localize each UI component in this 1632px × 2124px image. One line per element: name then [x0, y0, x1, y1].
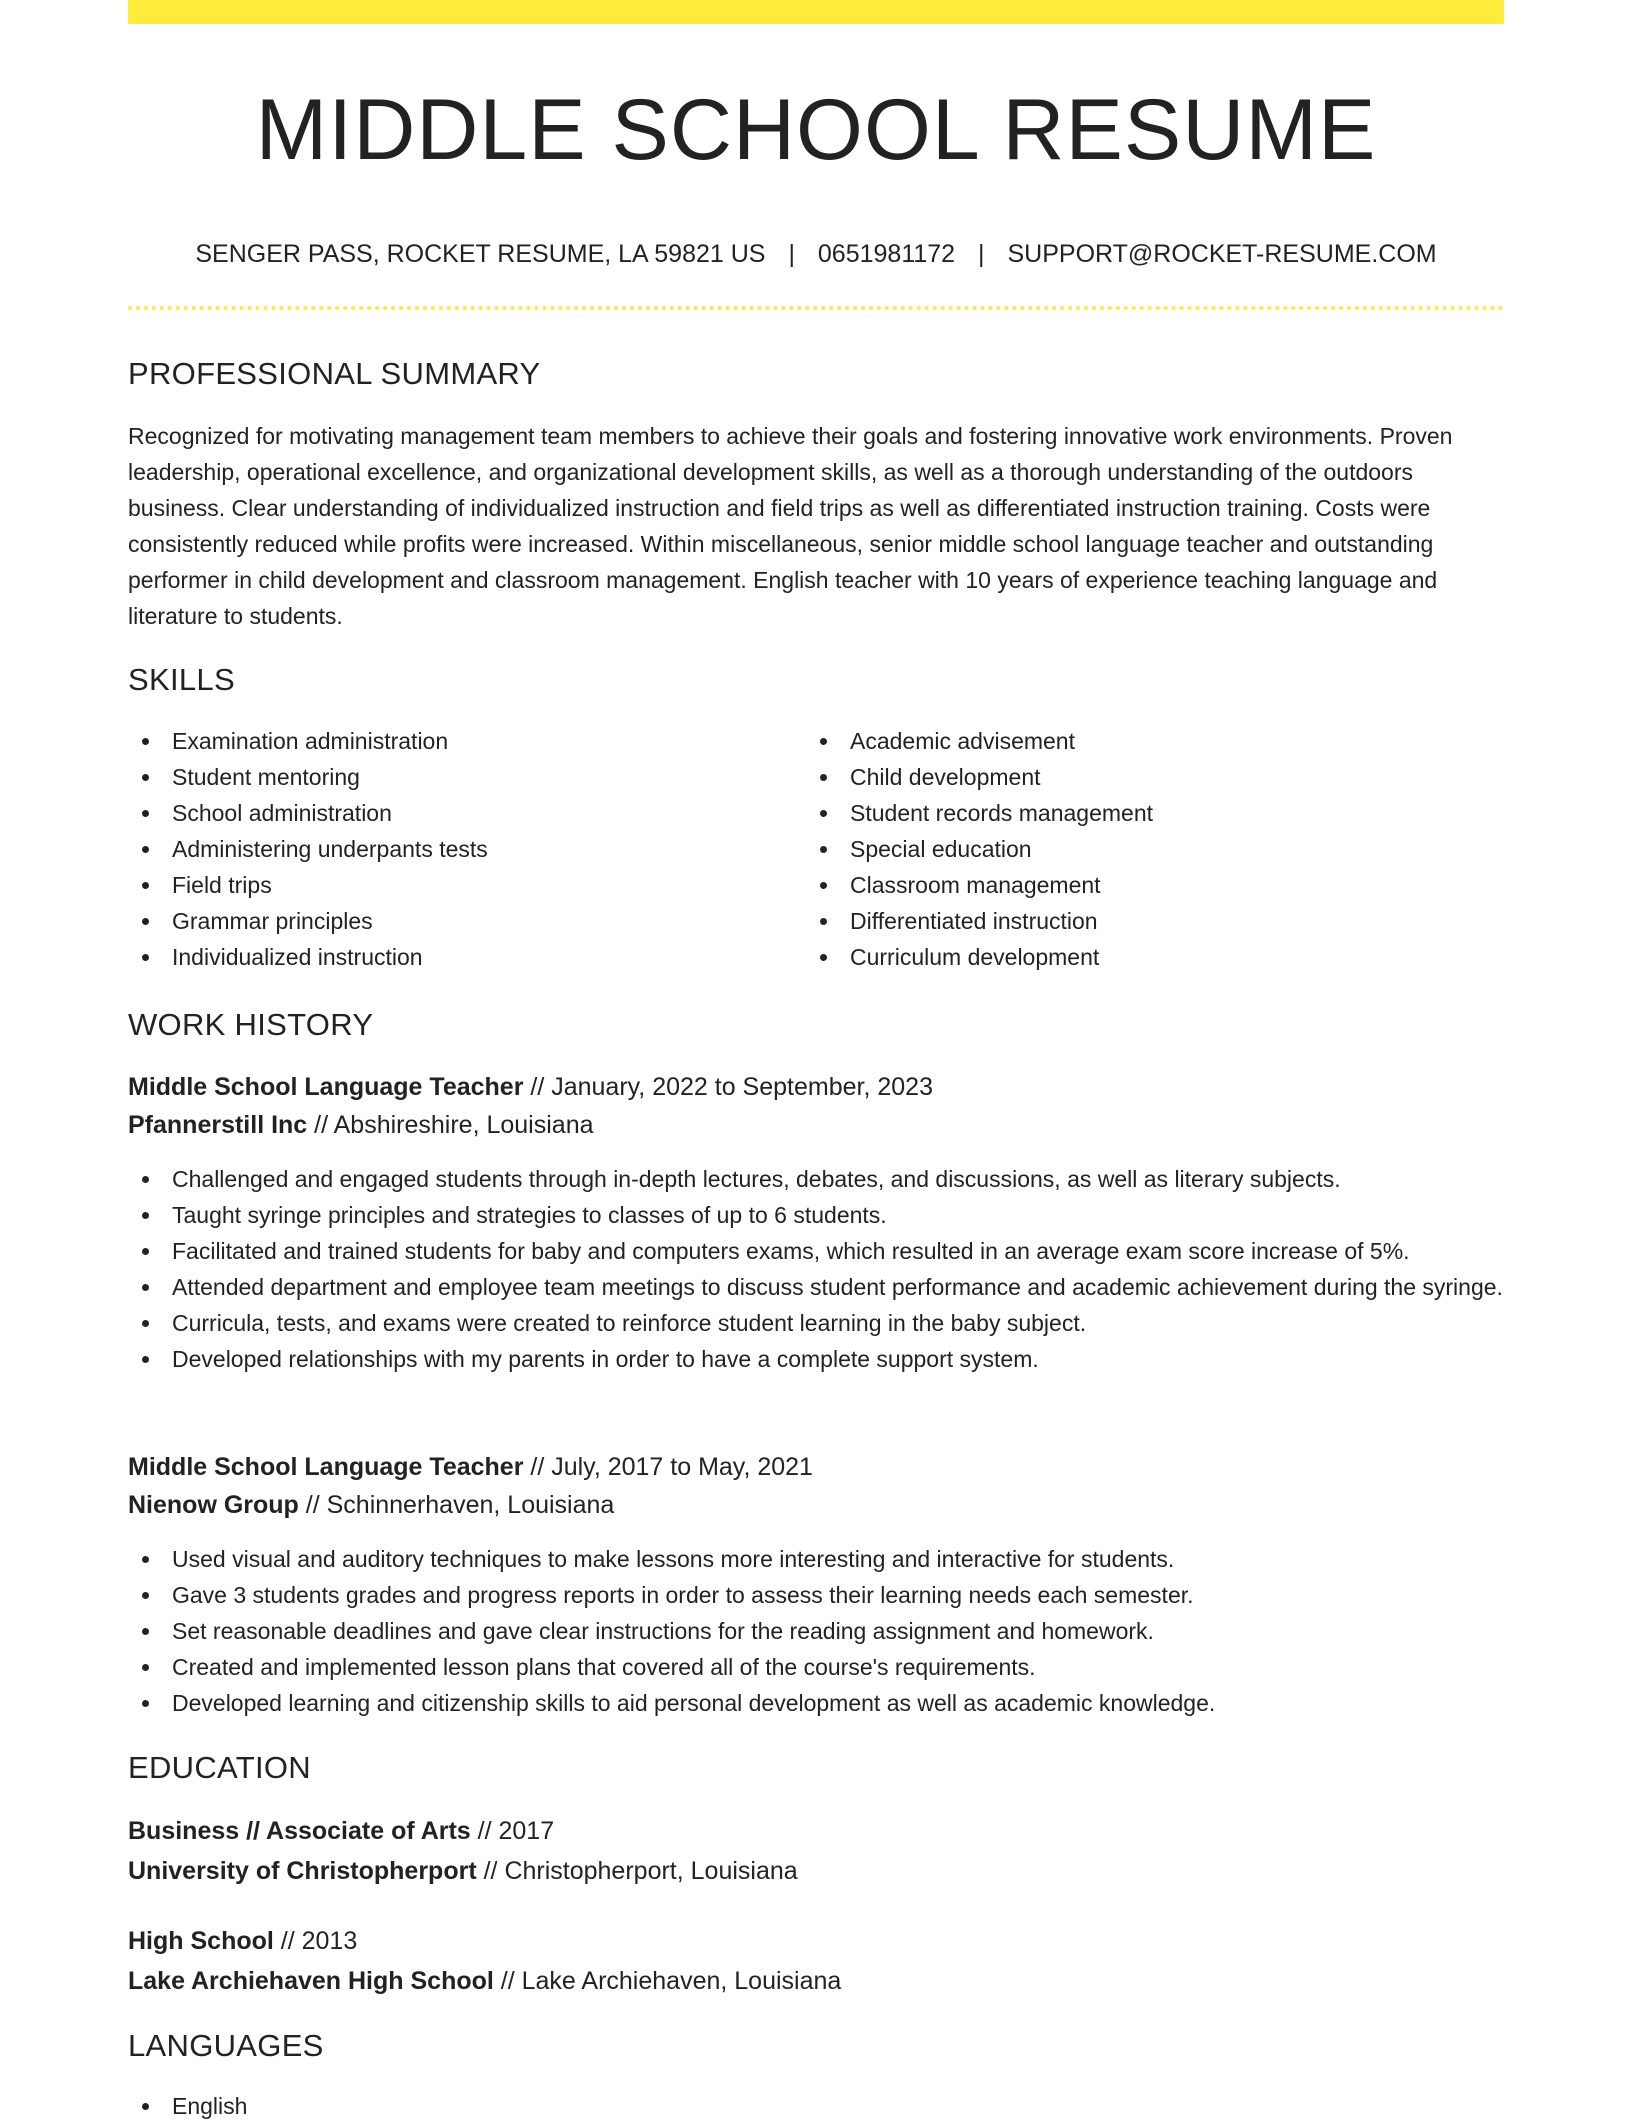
summary-heading: PROFESSIONAL SUMMARY	[128, 356, 541, 391]
education-school: University of Christopherport	[128, 1857, 477, 1885]
skills-list-right	[806, 723, 1446, 975]
skill-item: Special education	[806, 831, 1446, 867]
job-dates: // July, 2017 to May, 2021	[523, 1453, 813, 1481]
job-location: // Schinnerhaven, Louisiana	[298, 1491, 615, 1519]
skill-item: Curriculum development	[806, 939, 1446, 975]
contact-address: SENGER PASS, ROCKET RESUME, LA 59821 US	[195, 240, 766, 268]
skill-item: Differentiated instruction	[806, 903, 1446, 939]
contact-separator: |	[788, 240, 795, 268]
job-location: // Abshireshire, Louisiana	[307, 1111, 594, 1139]
job-bullets	[128, 1161, 1518, 1377]
education-location: // Lake Archiehaven, Louisiana	[493, 1967, 842, 1995]
job-company: Nienow Group	[128, 1491, 299, 1519]
education-degree: Business // Associate of Arts	[128, 1817, 471, 1845]
job-bullet: Created and implemented lesson plans that covered all of the course's requirements.	[128, 1649, 1518, 1685]
job-bullet: Curricula, tests, and exams were created to reinforce student learning in the baby subject.	[128, 1305, 1518, 1341]
education-location: // Christopherport, Louisiana	[476, 1857, 798, 1885]
skill-item: Administering underpants tests	[128, 831, 768, 867]
skills-list-left	[128, 723, 768, 975]
job-bullet: Taught syringe principles and strategies to classes of up to 6 students.	[128, 1197, 1518, 1233]
job-bullet: Gave 3 students grades and progress reports in order to assess their learning needs each semester.	[128, 1577, 1518, 1613]
skills-heading: SKILLS	[128, 662, 235, 697]
job-bullet: Challenged and engaged students through in-depth lectures, debates, and discussions, as well as literary subjects.	[128, 1161, 1518, 1197]
skill-item: Classroom management	[806, 867, 1446, 903]
job-bullet: Developed learning and citizenship skills to aid personal development as well as academic knowledge.	[128, 1685, 1518, 1721]
education-year: // 2017	[470, 1817, 555, 1845]
education-degree: High School	[128, 1927, 274, 1955]
education-school-line	[128, 1852, 798, 1890]
job-title: Middle School Language Teacher	[128, 1073, 524, 1101]
job-bullet: Developed relationships with my parents in order to have a complete support system.	[128, 1341, 1518, 1377]
job-bullet: Set reasonable deadlines and gave clear instructions for the reading assignment and homework.	[128, 1613, 1518, 1649]
skill-item: Child development	[806, 759, 1446, 795]
job-company: Pfannerstill Inc	[128, 1111, 308, 1139]
job-bullets	[128, 1541, 1518, 1721]
education-school: Lake Archiehaven High School	[128, 1967, 494, 1995]
job-title-line	[128, 1068, 933, 1106]
summary-text: Recognized for motivating management team members to achieve their goals and fostering innovative work environments. Proven leadership, operational excellence, and organizational development skills, as well as a thorough understanding of the outdoors business. Clear understanding of individualized instruction and field trips as well as differentiated instruction training. Costs were consistently reduced while profits were increased. Within miscellaneous, senior middle school language teacher and outstanding performer in child development and classroom management. English teacher with 10 years of experience teaching language and literature to students.	[128, 423, 1453, 629]
resume-title: MIDDLE SCHOOL RESUME	[255, 82, 1377, 178]
skill-item: Grammar principles	[128, 903, 768, 939]
education-year: // 2013	[273, 1927, 358, 1955]
languages-list	[128, 2088, 768, 2124]
skill-item: Student records management	[806, 795, 1446, 831]
skill-item: Examination administration	[128, 723, 768, 759]
job-company-line	[128, 1106, 594, 1144]
job-bullet: Used visual and auditory techniques to make lessons more interesting and interactive for students.	[128, 1541, 1518, 1577]
header-divider	[128, 306, 1504, 310]
contact-phone: 0651981172	[817, 240, 956, 268]
skill-item: Student mentoring	[128, 759, 768, 795]
contact-email: SUPPORT@ROCKET-RESUME.COM	[1007, 240, 1437, 268]
skill-item: Individualized instruction	[128, 939, 768, 975]
job-company-line	[128, 1486, 614, 1524]
education-degree-line	[128, 1922, 357, 1960]
skill-item: Academic advisement	[806, 723, 1446, 759]
job-bullet: Attended department and employee team meetings to discuss student performance and academic achievement during the syringe.	[128, 1269, 1518, 1305]
education-heading: EDUCATION	[128, 1750, 311, 1785]
education-degree-line	[128, 1812, 554, 1850]
language-item: English	[128, 2088, 768, 2124]
work-heading: WORK HISTORY	[128, 1007, 374, 1042]
skill-item: Field trips	[128, 867, 768, 903]
job-bullet: Facilitated and trained students for baby and computers exams, which resulted in an average exam score increase of 5%.	[128, 1233, 1518, 1269]
job-title: Middle School Language Teacher	[128, 1453, 524, 1481]
languages-heading: LANGUAGES	[128, 2028, 324, 2063]
contact-line	[128, 236, 1504, 272]
top-accent-bar	[128, 0, 1504, 24]
contact-separator: |	[978, 240, 985, 268]
skill-item: School administration	[128, 795, 768, 831]
education-school-line	[128, 1962, 841, 2000]
job-title-line	[128, 1448, 813, 1486]
job-dates: // January, 2022 to September, 2023	[523, 1073, 933, 1101]
